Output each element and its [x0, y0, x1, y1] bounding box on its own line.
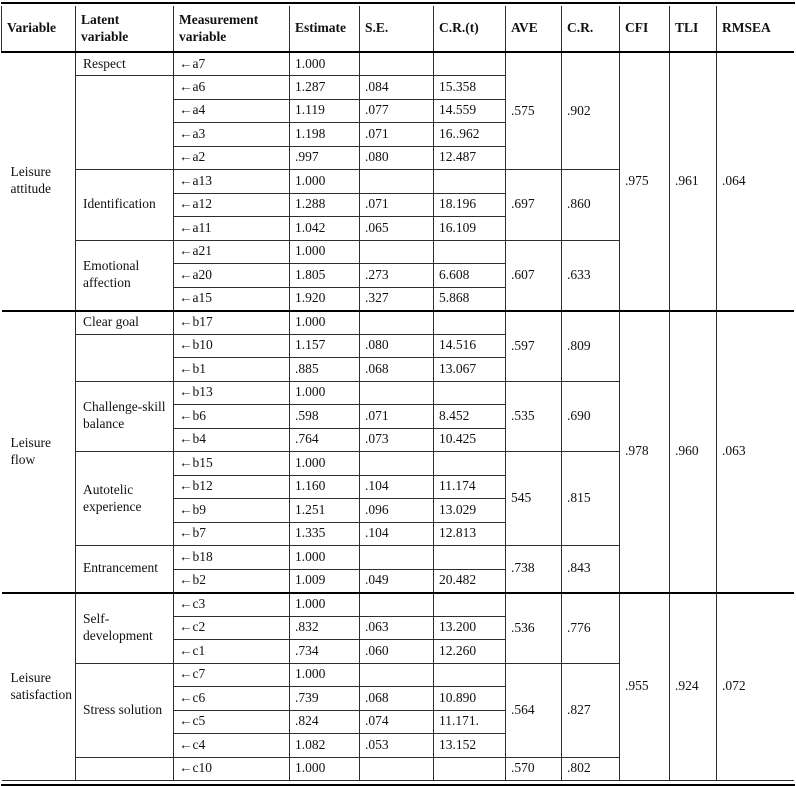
cell-crt — [434, 311, 506, 335]
cell-cr: .902 — [562, 52, 620, 170]
cell-ave: .697 — [506, 170, 562, 241]
cell-estimate: .734 — [290, 640, 360, 664]
cell-tli: .960 — [670, 311, 717, 593]
cell-measurement: ←c5 — [174, 710, 290, 734]
cell-measurement: ←a21 — [174, 240, 290, 264]
cell-estimate: 1.000 — [290, 546, 360, 570]
cell-crt: 11.171. — [434, 710, 506, 734]
cell-se: .049 — [360, 569, 434, 593]
cell-crt — [434, 240, 506, 264]
cell-measurement: ←b2 — [174, 569, 290, 593]
cell-crt — [434, 757, 506, 781]
cell-estimate: 1.198 — [290, 123, 360, 147]
cell-crt: 12.813 — [434, 522, 506, 546]
cell-se — [360, 381, 434, 405]
cell-estimate: 1.335 — [290, 522, 360, 546]
cell-ave: 545 — [506, 452, 562, 546]
cell-crt: 6.608 — [434, 264, 506, 288]
cell-estimate: 1.287 — [290, 76, 360, 100]
cell-se: .084 — [360, 76, 434, 100]
cell-measurement: ←c4 — [174, 734, 290, 758]
cfa-table-wrapper — [1, 2, 795, 786]
cell-rmsea: .063 — [717, 311, 794, 593]
cell-measurement: ←b15 — [174, 452, 290, 476]
cell-measurement: ←b10 — [174, 334, 290, 358]
cell-se — [360, 240, 434, 264]
cell-estimate: 1.288 — [290, 193, 360, 217]
cell-se — [360, 452, 434, 476]
cell-se — [360, 311, 434, 335]
cell-estimate: .764 — [290, 428, 360, 452]
cell-crt: 12.487 — [434, 146, 506, 170]
cell-measurement: ←a15 — [174, 287, 290, 311]
column-header-tli: TLI — [670, 6, 717, 52]
cell-crt — [434, 593, 506, 617]
cell-estimate: 1.920 — [290, 287, 360, 311]
table-row — [2, 52, 794, 76]
cell-crt: 14.559 — [434, 99, 506, 123]
cell-measurement: ←b12 — [174, 475, 290, 499]
cell-cr: .815 — [562, 452, 620, 546]
cell-measurement: ←b13 — [174, 381, 290, 405]
cell-se: .327 — [360, 287, 434, 311]
cell-cfi: .975 — [620, 52, 670, 311]
cell-measurement: ←a3 — [174, 123, 290, 147]
cell-measurement: ←a4 — [174, 99, 290, 123]
cell-ave: .535 — [506, 381, 562, 452]
cell-estimate: 1.000 — [290, 757, 360, 781]
cell-crt — [434, 170, 506, 194]
cell-estimate: 1.000 — [290, 452, 360, 476]
cell-se: .104 — [360, 522, 434, 546]
column-header-measurement: Measurement variable — [174, 6, 290, 52]
cell-ave: .564 — [506, 663, 562, 757]
cell-crt: 14.516 — [434, 334, 506, 358]
cell-variable: Leisure attitude — [2, 52, 76, 311]
cell-estimate: 1.119 — [290, 99, 360, 123]
cell-measurement: ←b1 — [174, 358, 290, 382]
cell-se: .080 — [360, 334, 434, 358]
cell-rmsea: .064 — [717, 52, 794, 311]
cell-se: .063 — [360, 616, 434, 640]
cell-estimate: .832 — [290, 616, 360, 640]
cell-crt: 13.029 — [434, 499, 506, 523]
cell-se: .071 — [360, 123, 434, 147]
cfa-results-table — [1, 6, 794, 781]
column-header-crt: C.R.(t) — [434, 6, 506, 52]
cell-latent-empty — [76, 334, 174, 381]
header-row — [2, 6, 794, 52]
cell-se: .080 — [360, 146, 434, 170]
cell-measurement: ←a13 — [174, 170, 290, 194]
cell-estimate: 1.000 — [290, 663, 360, 687]
cell-crt: 10.425 — [434, 428, 506, 452]
cell-rmsea: .072 — [717, 593, 794, 781]
cell-cfi: .978 — [620, 311, 670, 593]
cell-crt: 13.200 — [434, 616, 506, 640]
cell-se — [360, 170, 434, 194]
cell-variable: Leisure flow — [2, 311, 76, 593]
cell-ave: .575 — [506, 52, 562, 170]
cell-cr: .802 — [562, 757, 620, 781]
cell-crt: 16..962 — [434, 123, 506, 147]
cell-estimate: 1.042 — [290, 217, 360, 241]
cell-measurement: ←c3 — [174, 593, 290, 617]
cell-tli: .924 — [670, 593, 717, 781]
cell-cr: .690 — [562, 381, 620, 452]
cell-cr: .843 — [562, 546, 620, 593]
cell-latent-empty — [76, 76, 174, 170]
cell-se — [360, 546, 434, 570]
cell-measurement: ←a11 — [174, 217, 290, 241]
cell-crt: 18.196 — [434, 193, 506, 217]
cell-estimate: .885 — [290, 358, 360, 382]
cell-estimate: 1.000 — [290, 311, 360, 335]
cell-estimate: 1.805 — [290, 264, 360, 288]
cell-crt: 16.109 — [434, 217, 506, 241]
cell-se: .060 — [360, 640, 434, 664]
cell-measurement: ←b6 — [174, 405, 290, 429]
cell-crt: 11.174 — [434, 475, 506, 499]
cell-crt: 20.482 — [434, 569, 506, 593]
cell-se: .104 — [360, 475, 434, 499]
column-header-latent: Latent variable — [76, 6, 174, 52]
column-header-variable: Variable — [2, 6, 76, 52]
cell-crt — [434, 52, 506, 76]
column-header-estimate: Estimate — [290, 6, 360, 52]
column-header-ave: AVE — [506, 6, 562, 52]
cell-se — [360, 757, 434, 781]
cell-latent: Challenge-skill balance — [76, 381, 174, 452]
cell-cr: .776 — [562, 593, 620, 664]
cell-tli: .961 — [670, 52, 717, 311]
cell-crt — [434, 663, 506, 687]
cell-se: .065 — [360, 217, 434, 241]
cell-se: .074 — [360, 710, 434, 734]
cell-estimate: 1.082 — [290, 734, 360, 758]
cell-estimate: 1.000 — [290, 240, 360, 264]
cell-latent — [76, 757, 174, 781]
table-body — [2, 52, 794, 781]
cell-estimate: 1.000 — [290, 170, 360, 194]
cell-se: .053 — [360, 734, 434, 758]
cell-se: .071 — [360, 193, 434, 217]
cell-estimate: .598 — [290, 405, 360, 429]
cell-measurement: ←a12 — [174, 193, 290, 217]
cell-estimate: 1.000 — [290, 593, 360, 617]
cell-crt: 13.152 — [434, 734, 506, 758]
cell-latent: Clear goal — [76, 311, 174, 335]
cell-crt: 10.890 — [434, 687, 506, 711]
cell-measurement: ←a2 — [174, 146, 290, 170]
cell-crt: 5.868 — [434, 287, 506, 311]
cell-ave: .738 — [506, 546, 562, 593]
cell-measurement: ←a20 — [174, 264, 290, 288]
cell-ave: .597 — [506, 311, 562, 382]
cell-crt: 13.067 — [434, 358, 506, 382]
cell-ave: .570 — [506, 757, 562, 781]
cell-se — [360, 52, 434, 76]
cell-crt: 15.358 — [434, 76, 506, 100]
cell-measurement: ←c6 — [174, 687, 290, 711]
cell-measurement: ←a7 — [174, 52, 290, 76]
cell-se — [360, 663, 434, 687]
cell-estimate: .824 — [290, 710, 360, 734]
cell-measurement: ←c2 — [174, 616, 290, 640]
cell-measurement: ←c7 — [174, 663, 290, 687]
cell-estimate: .997 — [290, 146, 360, 170]
cell-cfi: .955 — [620, 593, 670, 781]
cell-cr: .827 — [562, 663, 620, 757]
cell-crt: 8.452 — [434, 405, 506, 429]
cell-se: .273 — [360, 264, 434, 288]
cell-latent: Identification — [76, 170, 174, 241]
cell-estimate: 1.251 — [290, 499, 360, 523]
cell-ave: .536 — [506, 593, 562, 664]
cell-latent: Emotional affection — [76, 240, 174, 311]
cell-se: .077 — [360, 99, 434, 123]
cell-se: .068 — [360, 358, 434, 382]
column-header-cfi: CFI — [620, 6, 670, 52]
column-header-se: S.E. — [360, 6, 434, 52]
column-header-cr: C.R. — [562, 6, 620, 52]
cell-cr: .809 — [562, 311, 620, 382]
cell-cr: .633 — [562, 240, 620, 311]
cell-estimate: 1.000 — [290, 52, 360, 76]
cell-measurement: ←b7 — [174, 522, 290, 546]
cell-measurement: ←b17 — [174, 311, 290, 335]
cell-se — [360, 593, 434, 617]
cell-estimate: .739 — [290, 687, 360, 711]
cell-measurement: ←b18 — [174, 546, 290, 570]
cell-latent: Self-development — [76, 593, 174, 664]
cell-se: .071 — [360, 405, 434, 429]
table-row — [2, 593, 794, 617]
cell-measurement: ←c1 — [174, 640, 290, 664]
cell-latent: Autotelic experience — [76, 452, 174, 546]
cell-measurement: ←b4 — [174, 428, 290, 452]
cell-crt — [434, 381, 506, 405]
cell-se: .096 — [360, 499, 434, 523]
cell-estimate: 1.000 — [290, 381, 360, 405]
table-row — [2, 311, 794, 335]
cell-variable: Leisure satisfaction — [2, 593, 76, 781]
cell-estimate: 1.160 — [290, 475, 360, 499]
cell-cr: .860 — [562, 170, 620, 241]
cell-se: .073 — [360, 428, 434, 452]
cell-measurement: ←a6 — [174, 76, 290, 100]
cell-crt — [434, 546, 506, 570]
cell-ave: .607 — [506, 240, 562, 311]
cell-se: .068 — [360, 687, 434, 711]
cell-crt: 12.260 — [434, 640, 506, 664]
cell-latent: Entrancement — [76, 546, 174, 593]
cell-estimate: 1.157 — [290, 334, 360, 358]
cell-estimate: 1.009 — [290, 569, 360, 593]
cell-measurement: ←c10 — [174, 757, 290, 781]
cell-crt — [434, 452, 506, 476]
cell-latent: Stress solution — [76, 663, 174, 757]
column-header-rmsea: RMSEA — [717, 6, 794, 52]
cell-measurement: ←b9 — [174, 499, 290, 523]
cell-latent: Respect — [76, 52, 174, 76]
